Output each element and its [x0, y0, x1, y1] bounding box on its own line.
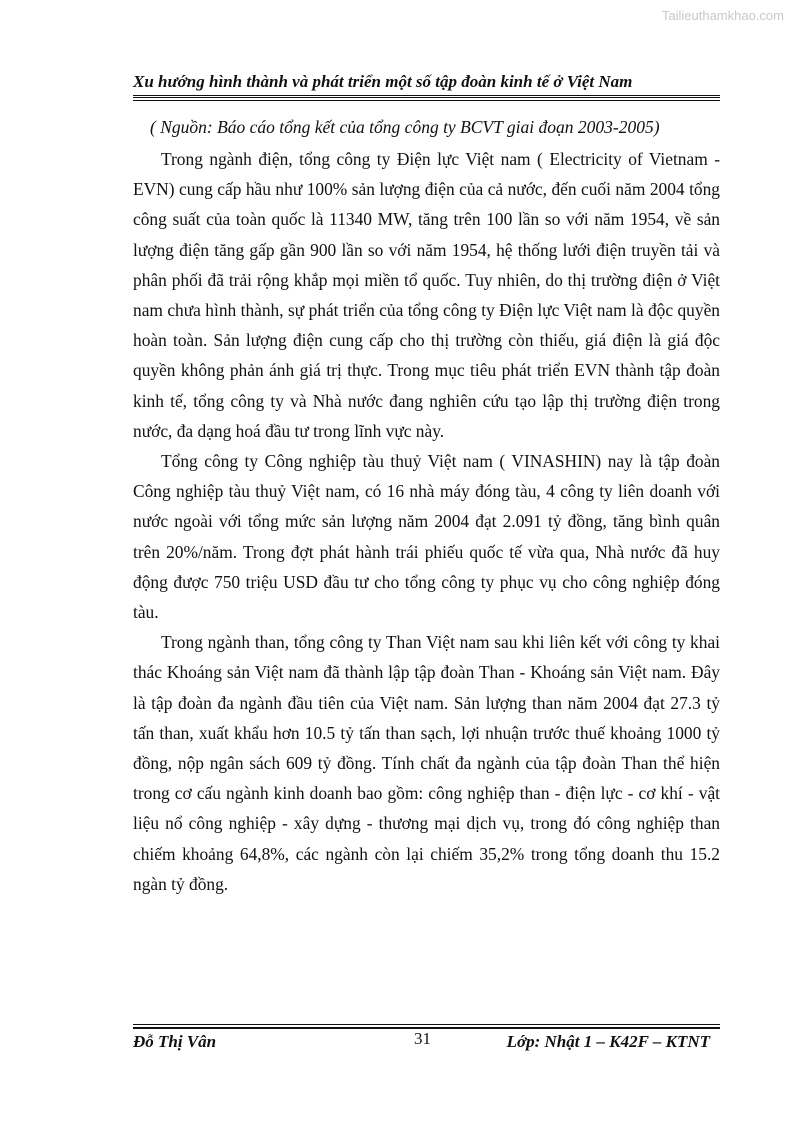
- source-note: ( Nguồn: Báo cáo tổng kết của tổng công ty BCVT giai đoạn 2003-2005): [150, 117, 660, 137]
- paragraph-shipbuilding: Tổng công ty Công nghiệp tàu thuỷ Việt nam ( VINASHIN) nay là tập đoàn Công nghiệp tàu thuỷ Việt nam, có 16 nhà máy đóng tàu, 4 công ty liên doanh với nước ngoài với tổng mức sản lượng năm 2004 đạt 2.091 tỷ đồng, tăng bình quân trên 20%/năm. Trong đợt phát hành trái phiếu quốc tế vừa qua, Nhà nước đã huy động được 750 triệu USD đầu tư cho tổng công ty phục vụ cho công nghiệp đóng tàu.: [133, 451, 720, 623]
- paragraph-electricity: Trong ngành điện, tổng công ty Điện lực Việt nam ( Electricity of Vietnam - EVN) cung cấp hầu như 100% sản lượng điện của cả nước, đến cuối năm 2004 tổng công suất của toàn quốc là 11340 MW, tăng trên 100 lần so với năm 1954, về sản lượng điện tăng gấp gần 900 lần so với năm 1954, hệ thống lưới điện truyền tải và phân phối đã trải rộng khắp mọi miền tổ quốc. Tuy nhiên, do thị trường điện ở Việt nam chưa hình thành, sự phát triển của tổng công ty Điện lực Việt nam là độc quyền hoàn toàn. Sản lượng điện cung cấp cho thị trường còn thiếu, giá điện là giá độc quyền không phản ánh giá trị thực. Trong mục tiêu phát triển EVN thành tập đoàn kinh tế, tổng công ty và Nhà nước đang nghiên cứu tạo lập thị trường điện trong nước, đa dạng hoá đầu tư trong lĩnh vực này.: [133, 149, 720, 441]
- page-header-title: Xu hướng hình thành và phát triển một số tập đoàn kinh tế ở Việt Nam: [133, 72, 633, 91]
- page-number: 31: [414, 1029, 431, 1048]
- header-divider: [133, 95, 720, 101]
- footer-author: Đỗ Thị Vân: [133, 1032, 217, 1051]
- footer-class-info: Lớp: Nhật 1 – K42F – KTNT: [506, 1032, 710, 1051]
- paragraph-coal: Trong ngành than, tổng công ty Than Việt nam sau khi liên kết với công ty khai thác Khoáng sản Việt nam đã thành lập tập đoàn Than - Khoáng sản Việt nam. Đây là tập đoàn đa ngành đầu tiên của Việt nam. Sản lượng than năm 2004 đạt 27.3 tỷ tấn than, xuất khẩu hơn 10.5 tỷ tấn than sạch, lợi nhuận trước thuế khoảng 1000 tỷ đồng, nộp ngân sách 609 tỷ đồng. Tính chất đa ngành của tập đoàn Than thể hiện trong cơ cấu ngành kinh doanh bao gồm: công nghiệp than - điện lực - cơ khí - vật liệu nổ công nghiệp - xây dựng - thương mại dịch vụ, trong đó công nghiệp than chiếm khoảng 64,8%, các ngành còn lại chiếm 35,2% trong tổng doanh thu 15.2 ngàn tỷ đồng.: [133, 632, 720, 894]
- body-text: [133, 144, 720, 899]
- watermark-text: Tailieuthamkhao.com: [661, 8, 784, 23]
